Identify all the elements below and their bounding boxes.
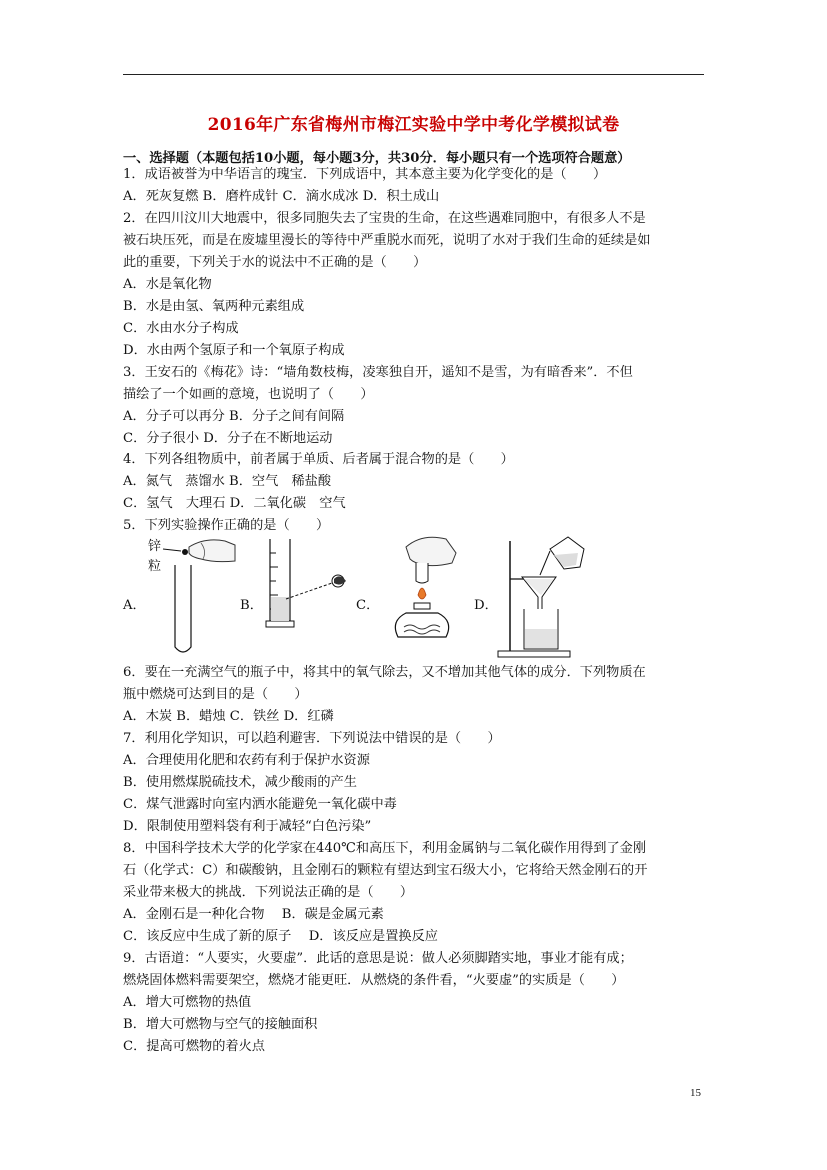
q7-stem: 7．利用化学知识，可以趋利避害．下列说法中错误的是（ ） — [123, 731, 501, 746]
q5-figure-b-graduated-cylinder — [262, 533, 352, 633]
page-title: 2016年广东省梅州市梅江实验中学中考化学模拟试卷 — [207, 115, 620, 135]
q7-option-b: B．使用燃煤脱硫技术，减少酸雨的产生 — [123, 775, 357, 790]
q2-option-d: D．水由两个氢原子和一个氧原子构成 — [123, 343, 345, 358]
q9-option-a: A．增大可燃物的热值 — [123, 995, 252, 1010]
header-rule — [123, 74, 704, 75]
q7-option-a: A．合理使用化肥和农药有利于保护水资源 — [123, 753, 370, 768]
grain-label: 粒 — [148, 559, 162, 574]
q7-option-c: C．煤气泄露时向室内洒水能避免一氧化碳中毒 — [123, 797, 397, 812]
q2-option-c: C．水由水分子构成 — [123, 321, 239, 336]
q7-option-d: D．限制使用塑料袋有利于减轻“白色污染” — [123, 819, 372, 834]
q9-stem-line2: 燃烧固体燃料需要架空，燃烧才能更旺．从燃烧的条件看，“火要虚”的实质是（ ） — [123, 973, 625, 988]
q1-options: A．死灰复燃 B．磨杵成针 C．滴水成冰 D．积土成山 — [123, 189, 440, 204]
q8-stem-line1: 8．中国科学技术大学的化学家在440℃和高压下，利用金属钠与二氧化碳作用得到了金刚 — [123, 841, 647, 856]
q2-stem-line3: 此的重要，下列关于水的说法中不正确的是（ ） — [123, 255, 427, 270]
q2-stem-line1: 2．在四川汶川大地震中，很多同胞失去了宝贵的生命，在这些遇难同胞中，有很多人不是 — [123, 211, 646, 226]
alcohol-lamp-drawing — [376, 533, 468, 641]
q5-option-a-label: A． — [123, 598, 146, 613]
q8-stem-line2: 石（化学式：C）和碳酸钠，且金刚石的颗粒有望达到宝石级大小，它将给天然金刚石的开 — [123, 863, 648, 878]
q3-options-cd: C．分子很小 D．分子在不断地运动 — [123, 431, 333, 446]
q4-stem: 4．下列各组物质中，前者属于单质、后者属于混合物的是（ ） — [123, 452, 514, 467]
q5-figure-a-test-tube — [145, 533, 237, 657]
q6-stem-line2: 瓶中燃烧可达到目的是（ ） — [123, 687, 308, 702]
q3-stem-line2: 描绘了一个如画的意境，也说明了（ ） — [123, 387, 374, 402]
q5-figure-d-filtration — [494, 533, 590, 659]
q5-option-b-label: B． — [240, 598, 263, 613]
q8-options-cd: C．该反应中生成了新的原子 D．该反应是置换反应 — [123, 929, 438, 944]
q3-stem-line1: 3．王安石的《梅花》诗：“墙角数枝梅，凌寒独自开，遥知不是雪，为有暗香来”．不但 — [123, 365, 633, 380]
q2-stem-line2: 被石块压死，而是在废墟里漫长的等待中严重脱水而死，说明了水对于我们生命的延续是如 — [123, 233, 651, 248]
q1-stem: 1．成语被誉为中华语言的瑰宝．下列成语中，其本意主要为化学变化的是（ ） — [123, 167, 607, 182]
q9-option-b: B．增大可燃物与空气的接触面积 — [123, 1017, 318, 1032]
q4-options-ab: A．氮气 蒸馏水 B．空气 稀盐酸 — [123, 474, 332, 489]
q2-option-a: A．水是氧化物 — [123, 277, 212, 292]
q6-options: A．木炭 B．蜡烛 C．铁丝 D．红磷 — [123, 709, 334, 724]
page-number: 15 — [690, 1087, 701, 1099]
q5-option-d-label: D． — [474, 598, 498, 613]
test-tube-drawing — [145, 533, 237, 657]
q6-stem-line1: 6．要在一充满空气的瓶子中，将其中的氧气除去，又不增加其他气体的成分．下列物质在 — [123, 665, 646, 680]
section-heading: 一、选择题（本题包括10小题，每小题3分，共30分．每小题只有一个选项符合题意） — [123, 151, 631, 166]
q8-options-ab: A．金刚石是一种化合物 B．碳是金属元素 — [123, 907, 384, 922]
graduated-cylinder-drawing — [262, 533, 352, 633]
q8-stem-line3: 采业带来极大的挑战．下列说法正确的是（ ） — [123, 885, 414, 900]
q5-stem: 5．下列实验操作正确的是（ ） — [123, 518, 330, 533]
q9-option-c: C．提高可燃物的着火点 — [123, 1039, 265, 1054]
q4-options-cd: C．氢气 大理石 D．二氧化碳 空气 — [123, 496, 346, 511]
q3-options-ab: A．分子可以再分 B．分子之间有间隔 — [123, 409, 345, 424]
q5-option-c-label: C． — [356, 598, 380, 613]
q5-figure-c-alcohol-lamp — [376, 533, 468, 641]
zinc-label: 锌 — [148, 539, 162, 554]
filtration-drawing — [494, 533, 590, 659]
q2-option-b: B．水是由氢、氧两种元素组成 — [123, 299, 305, 314]
q9-stem-line1: 9．古语道：“人要实，火要虚”．此话的意思是说：做人必须脚踏实地，事业才能有成； — [123, 951, 633, 966]
